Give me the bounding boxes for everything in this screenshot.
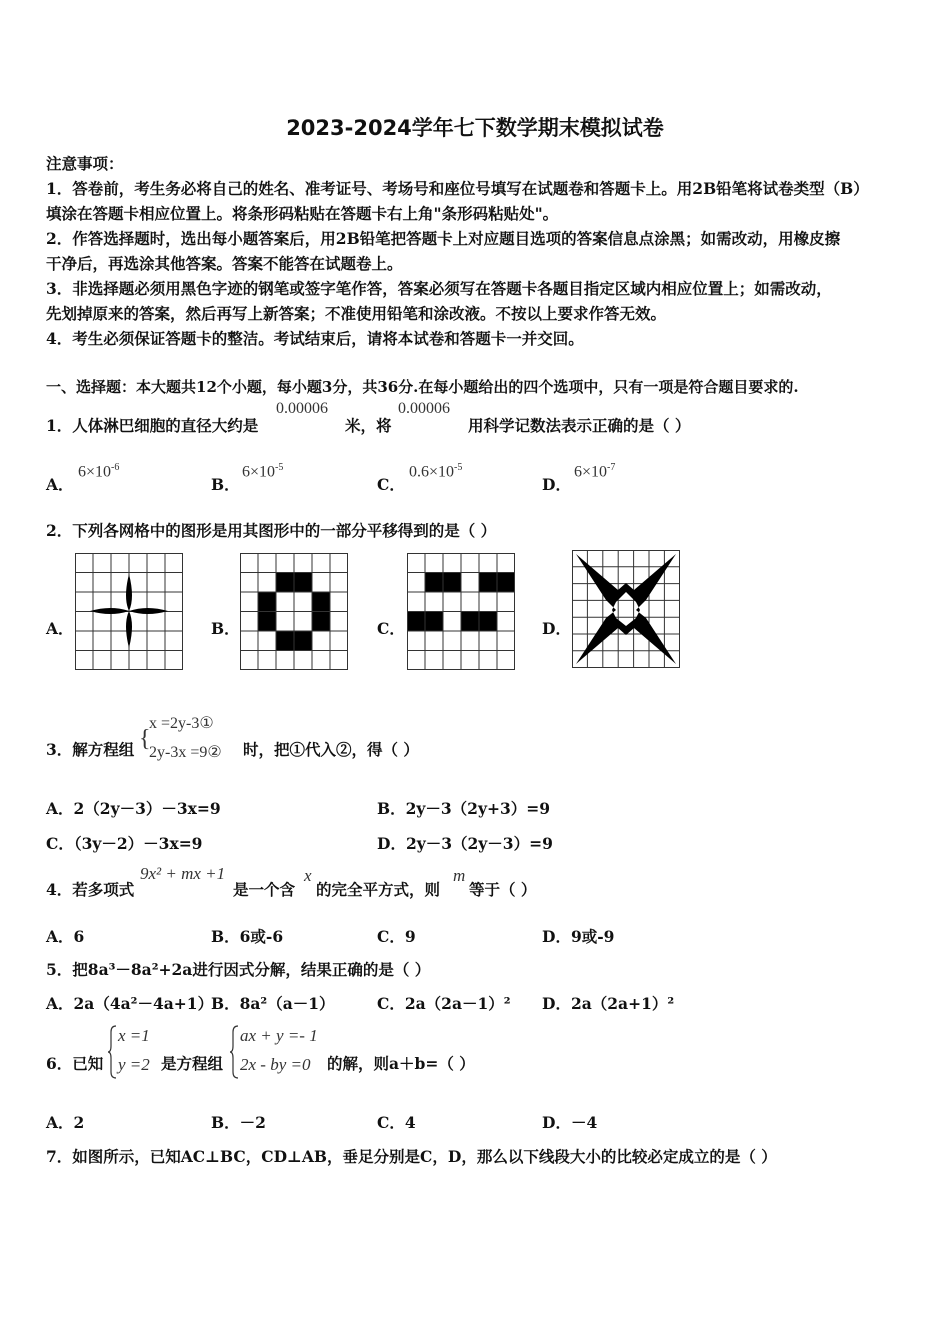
q5-option-b: B．8a²（a－1）	[211, 994, 335, 1013]
q1-text-post: 用科学记数法表示正确的是（ ）	[468, 416, 691, 435]
q4-option-c: C．9	[377, 927, 416, 946]
q6-brace-2	[229, 1024, 239, 1080]
q4-var-x: x	[304, 866, 312, 885]
q6-brace-1	[107, 1024, 117, 1080]
notice-line: 4．考生必须保证答题卡的整洁。考试结束后，请将本试卷和答题卡一并交回。	[46, 329, 584, 348]
q3-option-b: B．2y－3（2y+3）=9	[377, 799, 551, 818]
q5-option-d: D．2a（2a+1）²	[542, 994, 675, 1013]
page-title: 2023-2024学年七下数学期末模拟试卷	[286, 116, 664, 140]
q1-value-1: 0.00006	[276, 400, 328, 417]
q3-equation-1: x =2y-3①	[149, 715, 214, 732]
q2-figure-b	[240, 553, 348, 670]
q3-text-pre: 3．解方程组	[46, 740, 135, 759]
q1-option-c-label: C．	[377, 475, 405, 494]
q1-option-d-value: $6\times 10^{-7}$	[574, 462, 616, 481]
q4-text-mid: 是一个含	[233, 880, 296, 899]
q6-option-a: A．2	[46, 1113, 85, 1132]
notice-heading: 注意事项：	[46, 154, 124, 173]
q1-option-a-value: $6\times 10^{-6}$	[78, 462, 120, 481]
q2-text: 2．下列各网格中的图形是用其图形中的一部分平移得到的是（ ）	[46, 521, 497, 540]
q4-option-b: B．6或-6	[211, 927, 284, 946]
q6-option-c: C．4	[377, 1113, 416, 1132]
q4-var-m: m	[453, 866, 466, 885]
q4-text-post: 等于（ ）	[469, 880, 537, 899]
notice-line: 干净后，再选涂其他答案。答案不能答在试题卷上。	[46, 254, 403, 273]
q1-option-b-label: B．	[211, 475, 240, 494]
notice-line: 1．答卷前，考生务必将自己的姓名、准考证号、考场号和座位号填写在试题卷和答题卡上。用2B铅笔将试卷类型（B）	[46, 179, 869, 198]
notice-line: 先划掉原来的答案，然后再写上新答案；不准使用铅笔和涂改液。不按以上要求作答无效。	[46, 304, 667, 323]
q1-option-b-value: $6\times 10^{-5}$	[242, 462, 284, 481]
q6-equation-2: 2x - by =0	[240, 1055, 311, 1074]
q6-text-pre: 6．已知	[46, 1054, 104, 1073]
q1-option-c-value: $0.6\times 10^{-5}$	[409, 462, 463, 481]
q4-text-pre: 4．若多项式	[46, 880, 135, 899]
q6-equation-1: ax + y =- 1	[240, 1026, 318, 1045]
q1-value-2: 0.00006	[398, 400, 450, 417]
notice-line: 2．作答选择题时，选出每小题答案后，用2B铅笔把答题卡上对应题目选项的答案信息点涂黑；如需改动，用橡皮擦	[46, 229, 841, 248]
q3-option-c: C．（3y－2）－3x=9	[46, 834, 203, 853]
q2-figure-a	[75, 553, 183, 670]
q6-option-d: D．－4	[542, 1113, 598, 1132]
q4-option-a: A．6	[46, 927, 85, 946]
q5-option-a: A．2a（4a²－4a+1）	[46, 994, 214, 1013]
q1-option-d-label: D．	[542, 475, 571, 494]
q4-option-d: D．9或-9	[542, 927, 615, 946]
q6-text-mid: 是方程组	[161, 1054, 224, 1073]
q5-text: 5．把8a³－8a²+2a进行因式分解，结果正确的是（ ）	[46, 960, 431, 979]
q6-option-b: B．－2	[211, 1113, 266, 1132]
q6-text-post: 的解，则a＋b=（ ）	[327, 1054, 475, 1073]
q6-solution-y: y =2	[118, 1055, 150, 1074]
q2-figure-d	[572, 550, 680, 668]
q2-option-d-label: D．	[542, 619, 571, 638]
q3-equation-2: 2y-3x =9②	[149, 744, 222, 761]
q6-solution-x: x =1	[118, 1026, 150, 1045]
q5-option-c: C．2a（2a－1）²	[377, 994, 511, 1013]
q2-option-a-label: A．	[46, 619, 74, 638]
q2-option-c-label: C．	[377, 619, 405, 638]
q2-option-b-label: B．	[211, 619, 240, 638]
q3-option-a: A．2（2y－3）－3x=9	[46, 799, 221, 818]
q1-option-a-label: A．	[46, 475, 74, 494]
q7-text: 7．如图所示，已知AC⊥BC，CD⊥AB，垂足分别是C，D，那么以下线段大小的比较必定成立的是（ ）	[46, 1147, 777, 1166]
q3-text-post: 时，把①代入②，得（ ）	[243, 740, 419, 759]
notice-line: 3．非选择题必须用黑色字迹的钢笔或签字笔作答，答案必须写在答题卡各题目指定区域内相应位置上；如需改动，	[46, 279, 832, 298]
q1-text-mid: 米，将	[345, 416, 392, 435]
q3-option-d: D．2y－3（2y－3）=9	[377, 834, 553, 853]
notice-line: 填涂在答题卡相应位置上。将条形码粘贴在答题卡右上角"条形码粘贴处"。	[46, 204, 559, 223]
q2-figure-c	[407, 553, 515, 670]
q4-text-mid2: 的完全平方式，则	[316, 880, 441, 899]
q1-text-pre: 1．人体淋巴细胞的直径大约是	[46, 416, 259, 435]
q4-polynomial: 9x² + mx +1	[140, 864, 226, 883]
section-heading: 一、选择题：本大题共12个小题，每小题3分，共36分.在每小题给出的四个选项中，只有一项是符合题目要求的.	[46, 378, 799, 396]
q3-brace: {	[139, 726, 151, 752]
